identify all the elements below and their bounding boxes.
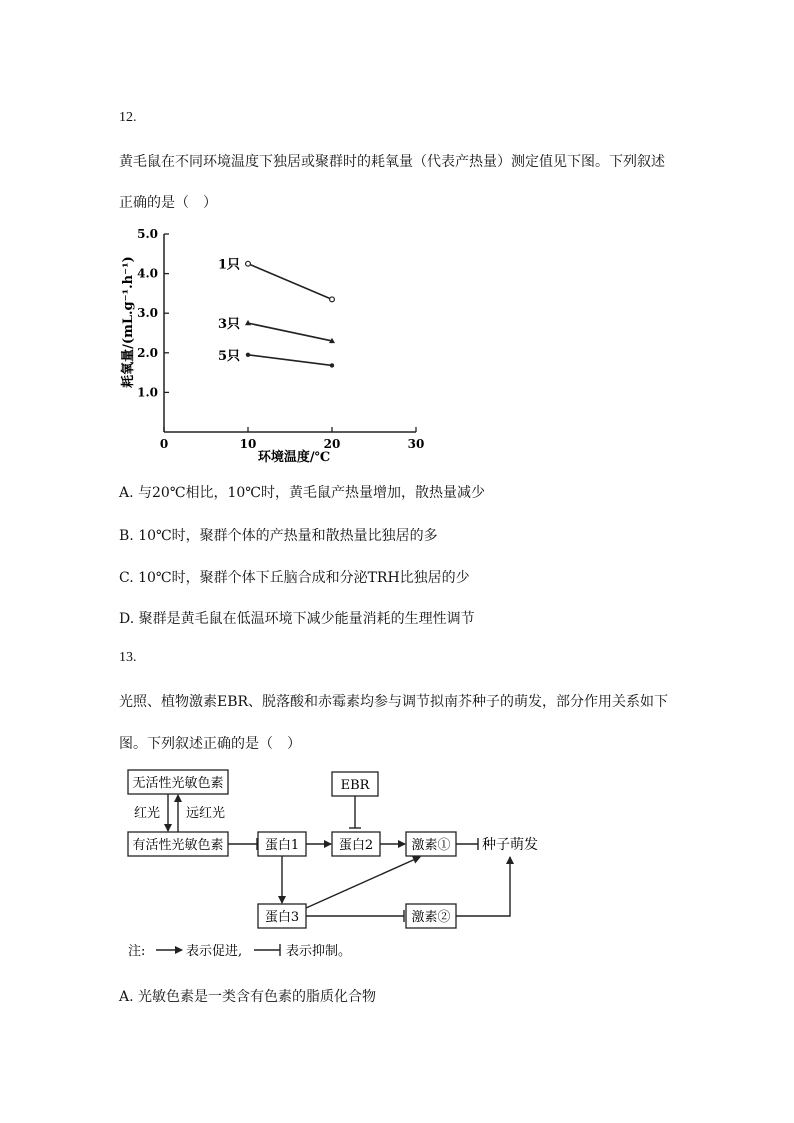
red-light-label: 红光 xyxy=(134,806,161,821)
hormone1-label: 激素① xyxy=(411,838,451,853)
question-13-stem-line2: 图。下列叙述正确的是（ ） xyxy=(119,736,301,752)
y-tick-label: 4.0 xyxy=(137,266,158,281)
oxygen-consumption-chart xyxy=(110,222,440,467)
seed-germination-label: 种子萌发 xyxy=(482,837,538,853)
regulation-diagram xyxy=(120,762,550,962)
ebr-label: EBR xyxy=(340,778,370,793)
data-point xyxy=(246,353,250,357)
note-promote: 表示促进, xyxy=(186,944,243,959)
x-axis-label: 环境温度/℃ xyxy=(257,450,331,465)
q12-option-d: D. 聚群是黄毛鼠在低温环境下减少能量消耗的生理性调节 xyxy=(119,611,475,627)
data-point xyxy=(330,363,334,367)
hormone2-label: 激素② xyxy=(411,910,451,925)
note-inhibit: 表示抑制。 xyxy=(286,944,352,959)
protein2-label: 蛋白2 xyxy=(338,838,374,853)
series-label: 3只 xyxy=(217,317,240,333)
data-point xyxy=(245,320,251,325)
question-12-number: 12. xyxy=(119,110,137,125)
y-tick-label: 1.0 xyxy=(137,385,158,400)
inactive-phytochrome-label: 无活性光敏色素 xyxy=(132,776,224,791)
protein3-box xyxy=(258,904,306,928)
protein3-label: 蛋白3 xyxy=(264,910,300,925)
hormone2-box xyxy=(406,904,456,928)
series-label: 1只 xyxy=(217,257,240,273)
question-13-stem-line1: 光照、植物激素EBR、脱落酸和赤霉素均参与调节拟南芥种子的萌发，部分作用关系如下 xyxy=(119,694,669,710)
active-phytochrome-label: 有活性光敏色素 xyxy=(132,838,224,853)
y-tick-label: 2.0 xyxy=(137,345,158,360)
hormone1-box xyxy=(406,832,456,856)
series-line xyxy=(248,264,332,300)
q13-option-a: A. 光敏色素是一类含有色素的脂质化合物 xyxy=(119,989,377,1005)
hormone2-promote-arrow xyxy=(456,857,510,916)
inactive-phytochrome-box xyxy=(128,770,228,794)
y-tick-label: 5.0 xyxy=(137,227,158,241)
data-point xyxy=(246,261,251,266)
y-axis-label: 耗氧量/(mL.g⁻¹.h⁻¹) xyxy=(121,256,136,388)
question-12-stem-line1: 黄毛鼠在不同环境温度下独居或聚群时的耗氧量（代表产热量）测定值见下图。下列叙述 xyxy=(119,154,665,170)
ebr-box xyxy=(332,772,378,796)
protein2-box xyxy=(332,832,380,856)
x-tick-label: 0 xyxy=(159,437,169,451)
protein1-box xyxy=(258,832,306,856)
x-tick-label: 30 xyxy=(407,437,425,451)
far-red-light-label: 远红光 xyxy=(186,806,226,821)
y-tick-label: 3.0 xyxy=(137,306,158,321)
series-line xyxy=(248,355,332,366)
x-tick-label: 20 xyxy=(323,437,341,451)
q12-option-c: C. 10℃时，聚群个体下丘脑合成和分泌TRH比独居的少 xyxy=(119,570,470,586)
active-phytochrome-box xyxy=(128,832,228,856)
series-line xyxy=(248,323,332,341)
q12-option-a: A. 与20℃相比，10℃时，黄毛鼠产热量增加，散热量减少 xyxy=(119,485,485,501)
series-label: 5只 xyxy=(217,348,240,364)
protein1-label: 蛋白1 xyxy=(264,838,300,853)
data-point xyxy=(330,297,335,302)
question-12-stem-line2: 正确的是（ ） xyxy=(119,195,217,211)
question-13-number: 13. xyxy=(119,650,137,665)
note-prefix: 注: xyxy=(128,944,146,959)
q12-option-b: B. 10℃时，聚群个体的产热量和散热量比独居的多 xyxy=(119,528,438,544)
x-tick-label: 10 xyxy=(239,437,257,451)
protein3-promote-hormone1-arrow xyxy=(306,857,420,908)
